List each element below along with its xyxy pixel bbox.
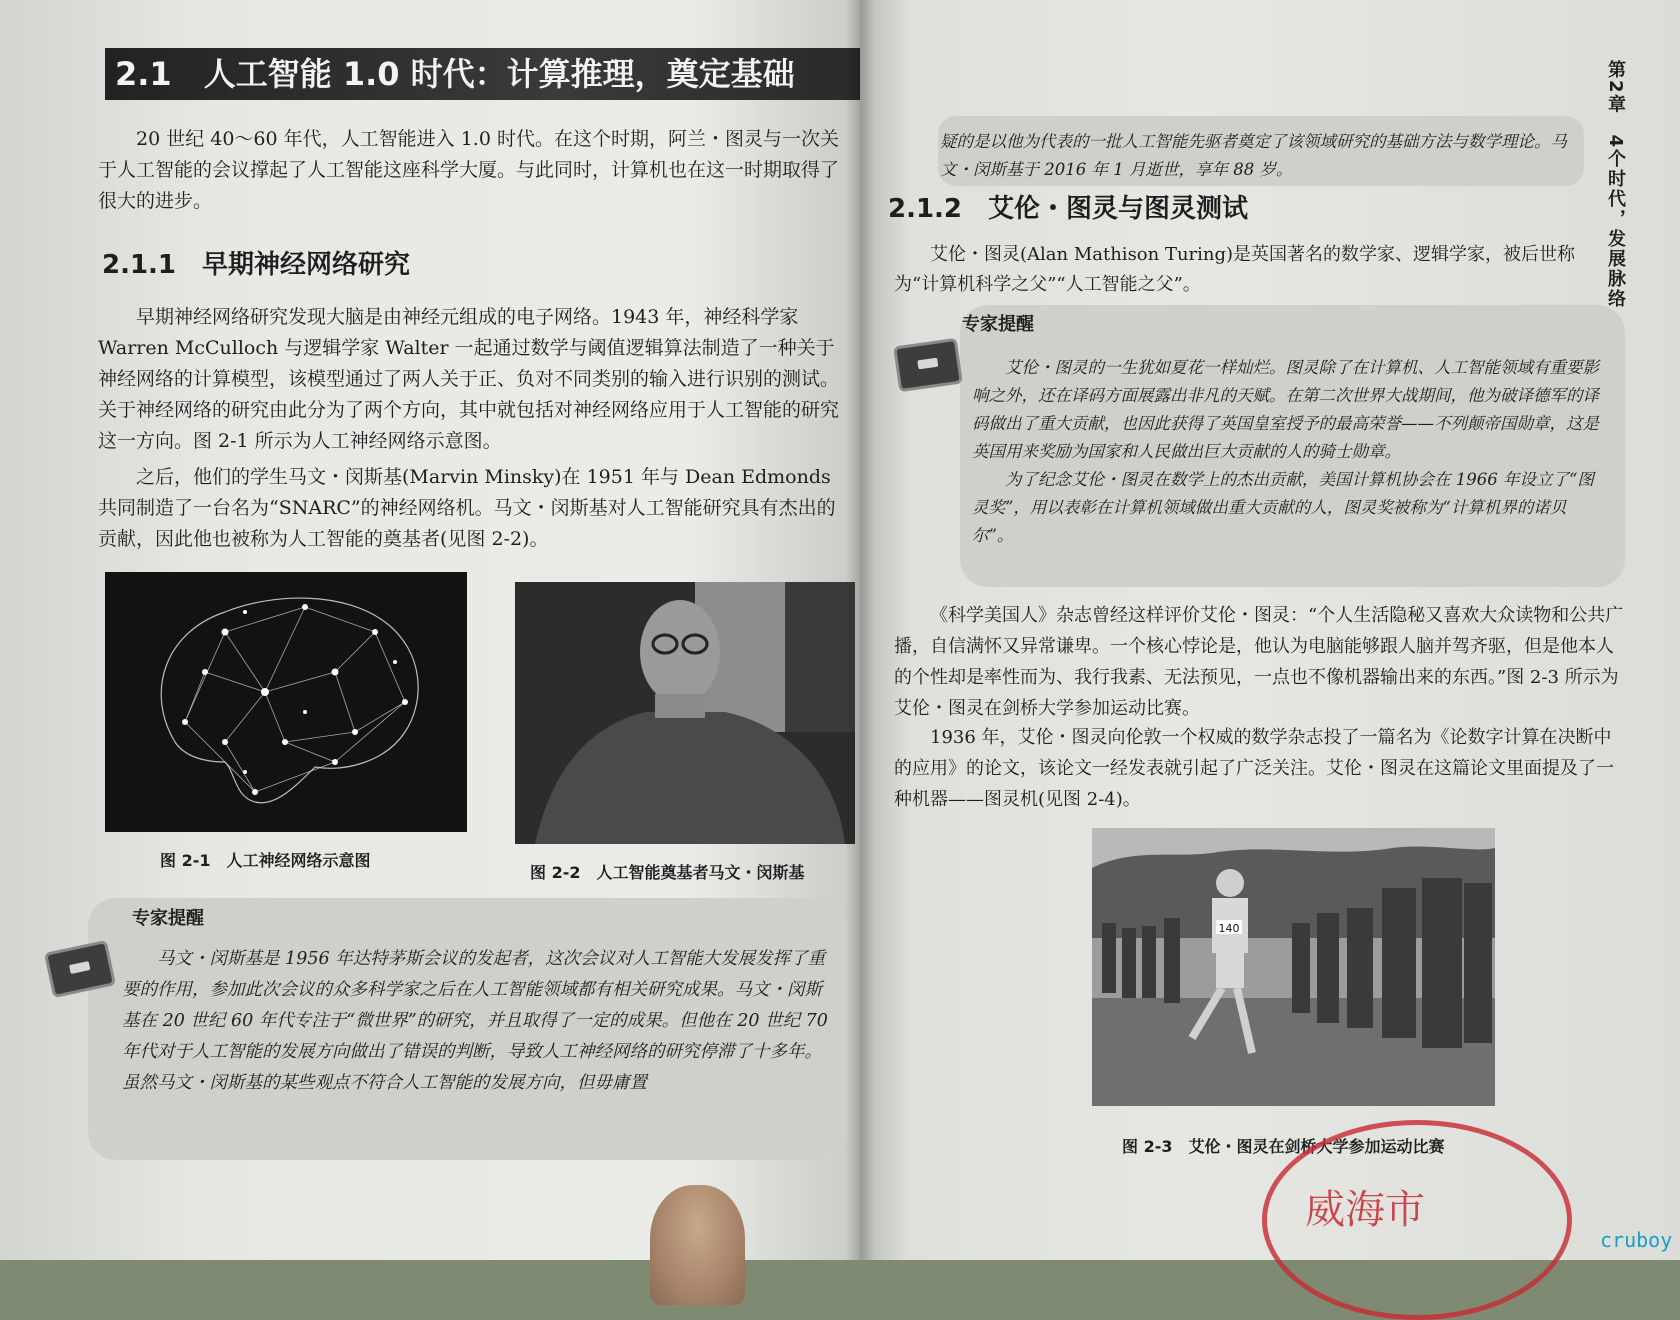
book-spine-shadow — [845, 0, 875, 1260]
figure-2-2-caption: 图 2-2 人工智能奠基者马文・闵斯基 — [530, 863, 805, 882]
running-head-chapter: 第2章 4个时代，发展脉络 — [1605, 60, 1626, 310]
paragraph-scientific-american: 《科学美国人》杂志曾经这样评价艾伦・图灵：“个人生活隐秘又喜欢大众读物和公共广播，自信满怀又异常谦卑。一个核心悖论是，他认为电脑能够跟人脑并驾齐驱，但是他本人的个性却是率性而为、我行我素、无法预见，一点也不像机器输出来的东西。”图 2-3 所示为艾伦・图灵在剑桥大学参加运动比赛。 — [894, 605, 1624, 719]
figure-2-1-caption: 图 2-1 人工神经网络示意图 — [160, 851, 371, 870]
library-stamp-text: 威海市 — [1305, 1187, 1425, 1233]
figure-turing-running-photo — [1092, 828, 1495, 1106]
expert-tip-text-left: 马文・闵斯基是 1956 年达特茅斯会议的发起者，这次会议对人工智能大发展发挥了重要的作用，参加此次会议的众多科学家之后在人工智能领域都有相关研究成果。马文・闵斯基在 20 世纪 60 年代专注于“微世界”的研究，并且取得了一定的成果。但他在 20 世纪 70 年代对于人工智能的发展方向做出了错误的判断，导致人工神经网络的研究停滞了十多年。虽然马文・闵斯基的某些观点不符合人工智能的发展方向，但毋庸置 — [122, 949, 828, 1093]
intro-paragraph: 20 世纪 40～60 年代，人工智能进入 1.0 时代。在这个时期，阿兰・图灵与一次关于人工智能的会议撑起了人工智能这座科学大厦。与此同时，计算机也在这一时期取得了很大的进步。 — [98, 128, 840, 212]
section-title-2-1-2: 2.1.2 艾伦・图灵与图灵测试 — [888, 194, 1249, 224]
minsky-portrait-illustration — [515, 582, 855, 844]
expert-tip-paragraph-2: 为了纪念艾伦・图灵在数学上的杰出贡献，美国计算机协会在 1966 年设立了“图灵奖”，用以表彰在计算机领域做出重大贡献的人，图灵奖被称为“计算机界的诺贝尔”。 — [972, 470, 1594, 545]
expert-tip-icon — [893, 338, 963, 392]
paragraph-minsky-snarc: 之后，他们的学生马文・闵斯基(Marvin Minsky)在 1951 年与 Dean Edmonds 共同制造了一台名为“SNARC”的神经网络机。马文・闵斯基对人工智能研究具有杰出的贡献，因此他也被称为人工智能的奠基者(见图 2-2)。 — [98, 466, 836, 550]
figure-2-3-caption: 图 2-3 艾伦・图灵在剑桥大学参加运动比赛 — [1122, 1137, 1445, 1156]
expert-tip-paragraph-1: 艾伦・图灵的一生犹如夏花一样灿烂。图灵除了在计算机、人工智能领域有重要影响之外，还在译码方面展露出非凡的天赋。在第二次世界大战期间，他为破译德军的译码做出了重大贡献，也因此获得了英国皇室授予的最高荣誉——不列颠帝国勋章，这是英国用来奖励为国家和人民做出巨大贡献的人的骑士勋章。 — [972, 358, 1599, 461]
paragraph-turing-intro: 艾伦・图灵(Alan Mathison Turing)是英国著名的数学家、逻辑学家，被后世称为“计算机科学之父”“人工智能之父”。 — [894, 244, 1576, 295]
expert-tip-continued-text: 疑的是以他为代表的一批人工智能先驱者奠定了该领域研究的基础方法与数学理论。马文・闵斯基于 2016 年 1 月逝世，享年 88 岁。 — [940, 132, 1567, 179]
expert-tip-text-right — [972, 354, 1607, 550]
thumb-holding-page — [650, 1185, 745, 1305]
chapter-heading: 2.1 人工智能 1.0 时代：计算推理，奠定基础 — [105, 48, 860, 100]
runner-bib-number: 140 — [1218, 922, 1240, 935]
figure-minsky-photo — [515, 582, 855, 844]
figure-neural-network-brain — [105, 572, 467, 832]
section-title-2-1-1: 2.1.1 早期神经网络研究 — [102, 250, 411, 280]
paragraph-turing-machine: 1936 年，艾伦・图灵向伦敦一个权威的数学杂志投了一篇名为《论数字计算在决断中的应用》的论文，该论文一经发表就引起了广泛关注。艾伦・图灵在这篇论文里面提及了一种机器——图灵机(见图 2-4)。 — [894, 727, 1614, 810]
brain-network-illustration — [105, 572, 467, 832]
expert-tip-title-left: 专家提醒 — [132, 908, 204, 929]
paragraph-neural-network-history: 早期神经网络研究发现大脑是由神经元组成的电子网络。1943 年，神经科学家 Warren McCulloch 与逻辑学家 Walter 一起通过数学与阈值逻辑算法制造了一种关于神经网络的计算模型，该模型通过了两人关于正、负对不同类别的输入进行识别的测试。关于神经网络的研究由此分为了两个方向，其中就包括对神经网络应用于人工智能的研究这一方向。图 2-1 所示为人工神经网络示意图。 — [98, 306, 840, 452]
expert-tip-title-right: 专家提醒 — [962, 314, 1034, 335]
watermark-text: cruboy — [1600, 1228, 1673, 1252]
turing-race-illustration — [1092, 828, 1495, 1106]
